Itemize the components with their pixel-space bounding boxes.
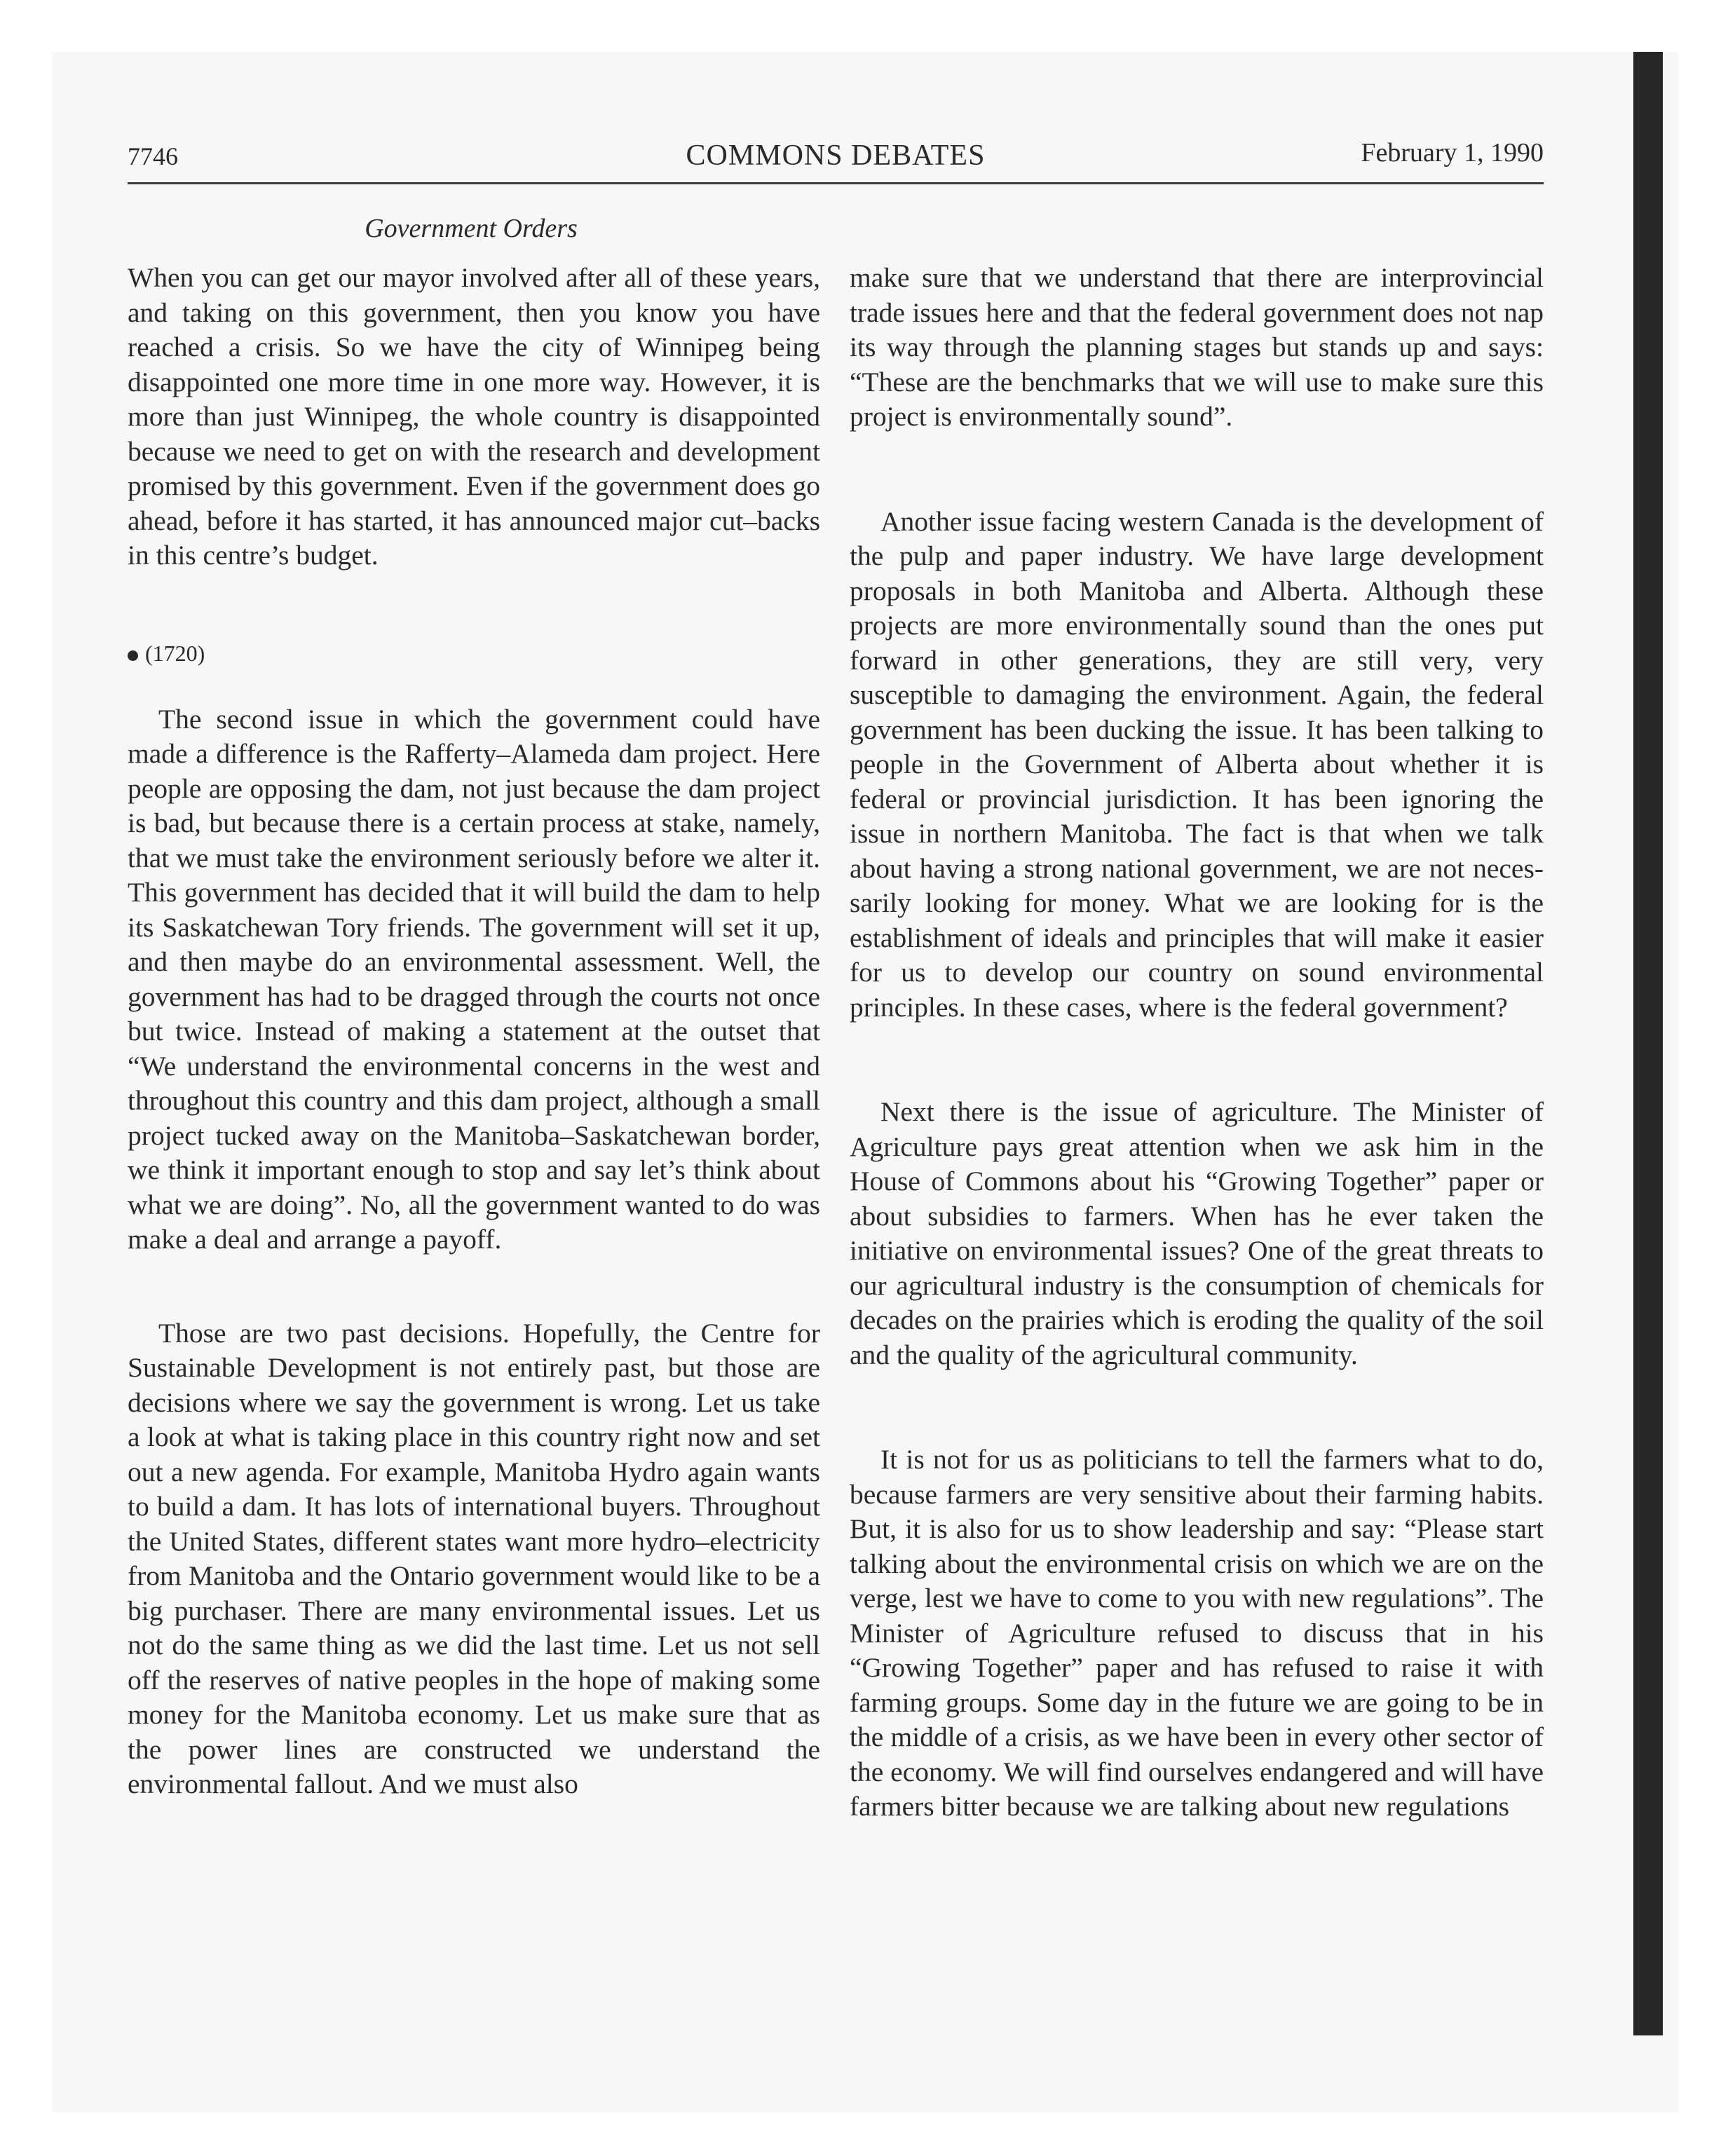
right-paragraph-1: make sure that we understand that there are interprovincial trade issues here and that the federal government does not nap its way through the planning stages but stands up and says: “These are the benchmarks that we will use to make sure this project is environmentally sound”. — [850, 262, 1544, 432]
left-paragraph-1: When you can get our mayor involved after all of these years, and taking on this government, then you know you have reached a crisis. So we have the city of Winnipeg being disappointed one more time in one more way. However, it is more than just Winnipeg, the whole country is disappointed because we need to get on with the research and development promised by this government. Even if the government does go ahead, before it has started, it has announced major cut–backs in this centre’s budget. — [128, 262, 820, 571]
right-paragraph-3: Next there is the issue of agriculture. The Minister of Agriculture pays great attention when we ask him in the House of Commons about his “Growing Together” paper or about subsidies to farmers. When has he ever taken the initiative on environmental issues? One of the great threats to our agricultural industry is the consumption of chemicals for decades on the prairies which is eroding the quality of the soil and the quality of the agricultural community. — [850, 1096, 1544, 1370]
publication-title: COMMONS DEBATES — [686, 139, 986, 172]
page-number: 7746 — [128, 142, 178, 170]
publication-date: February 1, 1990 — [1361, 138, 1544, 168]
left-column — [128, 261, 820, 1802]
time-marker — [128, 639, 820, 667]
right-column — [850, 261, 1544, 1824]
left-paragraph-3: Those are two past decisions. Hopefully, the Centre for Sustainable Development is not entirely past, but those are decisions where we say the government is wrong. Let us take a look at what is taking place in this country right now and set out a new agenda. For example, Manitoba Hydro again wants to build a dam. It has lots of international buyers. Throughout the United States, different states want more hydro–electricity from Manitoba and the Ontario government would like to be a big purchaser. There are many environmental issues. Let us not do the same thing as we did the last time. Let us not sell off the reserves of native peoples in the hope of making some money for the Manitoba economy. Let us make sure that as the power lines are constructed we understand the environmental fallout. And we must also — [128, 1317, 820, 1799]
page-header — [128, 137, 1544, 179]
header-rule — [128, 182, 1544, 184]
scan-edge-shadow — [1633, 52, 1663, 2035]
section-label: Government Orders — [365, 214, 578, 243]
right-paragraph-2: Another issue facing western Canada is the development of the pulp and paper industry. We have large development proposals in both Manitoba and Alberta. Although these projects are more environmentally sound than the ones put forward in other generations, they are still very, very susceptible to damaging the environment. Again, the federal government has been ducking the issue. It has been talking to people in the Government of Alberta about whether it is federal or provincial jurisdiction. It has been ignoring the issue in northern Manitoba. The fact is that when we talk about having a strong national government, we are not necessarily looking for money. What we are looking for is the establishment of ideals and principles that will make it easier for us to develop our country on sound environmental principles. In these cases, where is the federal government? — [850, 505, 1544, 1023]
bullet-icon — [128, 650, 138, 661]
right-paragraph-4: It is not for us as politicians to tell the farmers what to do, because farmers are very sensitive about their farming habits. But, it is also for us to show leadership and say: “Please start talking about the environmental crisis on which we are on the verge, lest we have to come to you with new regulations”. The Minister of Agriculture refused to discuss that in his “Growing Together” paper and has refused to raise it with farming groups. Some day in the future we are going to be in the middle of a crisis, as we have been in every other sector of the economy. We will find ourselves endangered and will have farmers bitter because we are talking about new regulations — [850, 1444, 1544, 1822]
left-paragraph-2: The second issue in which the government could have made a difference is the Rafferty–Alameda dam project. Here people are opposing the dam, not just because the dam project is bad, but because there is a certain process at stake, namely, that we must take the environment seriously before we alter it. This government has decided that it will build the dam to help its Saskatchewan Tory friends. The government will set it up, and then maybe do an environmental assessment. Well, the government has had to be dragged through the courts not once but twice. Instead of making a statement at the outset that “We understand the environmental concerns in the west and throughout this country and this dam project, although a small project tucked away on the Manitoba–Saskatchewan border, we think it important enough to stop and say let’s think about what we are doing”. No, all the government wanted to do was make a deal and arrange a payoff. — [128, 703, 820, 1255]
time-marker-text: (1720) — [145, 640, 205, 666]
